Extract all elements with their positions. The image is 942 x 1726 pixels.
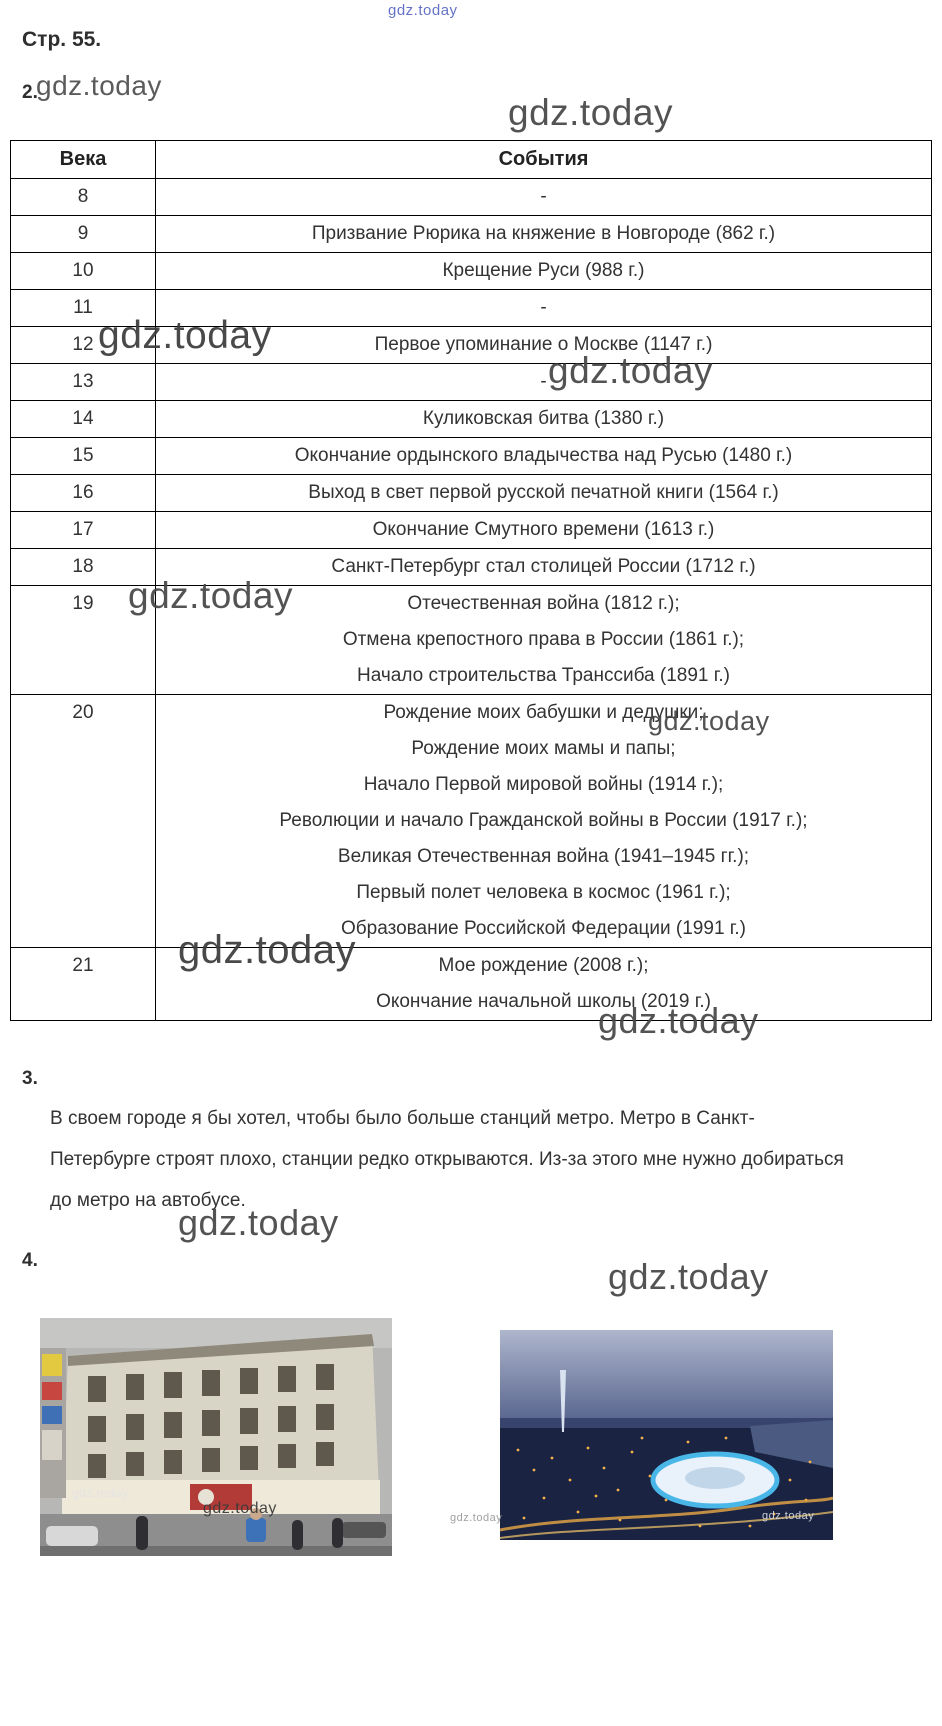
century-cell: 18 [11, 549, 156, 586]
event-text: Рождение моих бабушки и дедушки; [383, 702, 704, 723]
table-row [11, 475, 932, 512]
century-cell: 19 [11, 586, 156, 695]
table-row [11, 179, 932, 216]
century-cell: 13 [11, 364, 156, 401]
watermark: gdz.today [203, 1500, 277, 1517]
events-cell [156, 695, 932, 948]
event-text: Мое рождение (2008 г.); [438, 955, 649, 976]
event-text: - [540, 186, 547, 207]
event-text: Окончание Смутного времени (1613 г.) [372, 519, 715, 540]
events-cell [156, 216, 932, 253]
watermark: gdz.today [98, 314, 272, 357]
watermark: gdz.today [598, 1000, 759, 1041]
night-stadium-aerial-photo [500, 1330, 833, 1540]
table-row [11, 695, 932, 948]
century-cell: 14 [11, 401, 156, 438]
events-cell [156, 327, 932, 364]
event-text: Отмена крепостного права в России (1861 г.); [342, 629, 745, 650]
century-cell: 16 [11, 475, 156, 512]
watermark: gdz.today [548, 350, 713, 391]
column-header-centuries: Века [11, 141, 156, 179]
column-header-events: События [156, 141, 932, 179]
table-row [11, 253, 932, 290]
street-building-illustration [40, 1318, 392, 1556]
event-text: Начало Первой мировой войны (1914 г.); [363, 774, 724, 795]
section-3-label: 3. [22, 1068, 38, 1089]
table-row [11, 401, 932, 438]
events-cell [156, 253, 932, 290]
events-cell [156, 179, 932, 216]
table-row [11, 512, 932, 549]
watermark: gdz.today [608, 1256, 769, 1297]
table-header-row [11, 141, 932, 179]
watermark: gdz.today [128, 575, 293, 616]
event-text: Выход в свет первой русской печатной книги (1564 г.) [308, 482, 779, 503]
events-cell [156, 364, 932, 401]
night-city-illustration [500, 1330, 833, 1540]
table-row [11, 216, 932, 253]
century-cell: 21 [11, 948, 156, 1021]
event-text: Первый полет человека в космос (1961 г.); [356, 882, 731, 903]
section-4-label: 4. [22, 1250, 38, 1271]
century-cell: 10 [11, 253, 156, 290]
watermark-top: gdz.today [388, 2, 458, 19]
events-cell [156, 512, 932, 549]
page-title: Стр. 55. [22, 28, 102, 51]
event-text: Первое упоминание о Москве (1147 г.) [374, 334, 713, 355]
watermark: gdz.today [648, 706, 770, 736]
watermark: gdz.today [508, 92, 673, 133]
event-text: Революции и начало Гражданской войны в России (1917 г.); [279, 810, 808, 831]
event-text: Крещение Руси (988 г.) [442, 260, 645, 281]
section-2-label: 2. [22, 82, 38, 103]
event-text: Образование Российской Федерации (1991 г.) [340, 918, 747, 939]
event-text: Санкт-Петербург стал столицей России (1712 г.) [331, 556, 756, 577]
events-cell [156, 475, 932, 512]
event-text: - [540, 371, 547, 392]
century-cell: 11 [11, 290, 156, 327]
events-cell [156, 290, 932, 327]
watermark: gdz.today [178, 928, 356, 972]
event-text: Начало строительства Транссиба (1891 г.) [357, 665, 730, 686]
event-text: Куликовская битва (1380 г.) [422, 408, 665, 429]
table-row [11, 948, 932, 1021]
watermark: gdz.today [450, 1512, 503, 1524]
watermark: gdz.today [762, 1510, 815, 1522]
watermark: gdz.today [36, 70, 162, 101]
event-text: Отечественная война (1812 г.); [407, 593, 680, 614]
event-text: Окончание ордынского владычества над Русью (1480 г.) [294, 445, 793, 466]
events-cell [156, 401, 932, 438]
event-text: Рождение моих мамы и папы; [411, 738, 676, 759]
event-text: Окончание начальной школы (2019 г.) [376, 991, 711, 1012]
event-text: - [540, 297, 547, 318]
table-row [11, 438, 932, 475]
table-row [11, 364, 932, 401]
stadium-glow [653, 1454, 777, 1506]
event-text: Призвание Рюрика на княжение в Новгороде (862 г.) [311, 223, 776, 244]
events-cell [156, 438, 932, 475]
century-cell: 9 [11, 216, 156, 253]
century-cell: 17 [11, 512, 156, 549]
street-building-photo [40, 1318, 392, 1556]
event-text: Великая Отечественная война (1941–1945 гг.); [337, 846, 750, 867]
section-3-text: В своем городе я бы хотел, чтобы было больше станций метро. Метро в Санкт-Петербурге строят плохо, станции редко открываются. Из-за этого мне нужно добираться до метро на автобусе. [50, 1108, 844, 1211]
watermark: gdz.today [178, 1202, 339, 1243]
watermark: gdz.today [72, 1486, 129, 1500]
century-cell: 20 [11, 695, 156, 948]
century-cell: 12 [11, 327, 156, 364]
century-cell: 15 [11, 438, 156, 475]
century-cell: 8 [11, 179, 156, 216]
